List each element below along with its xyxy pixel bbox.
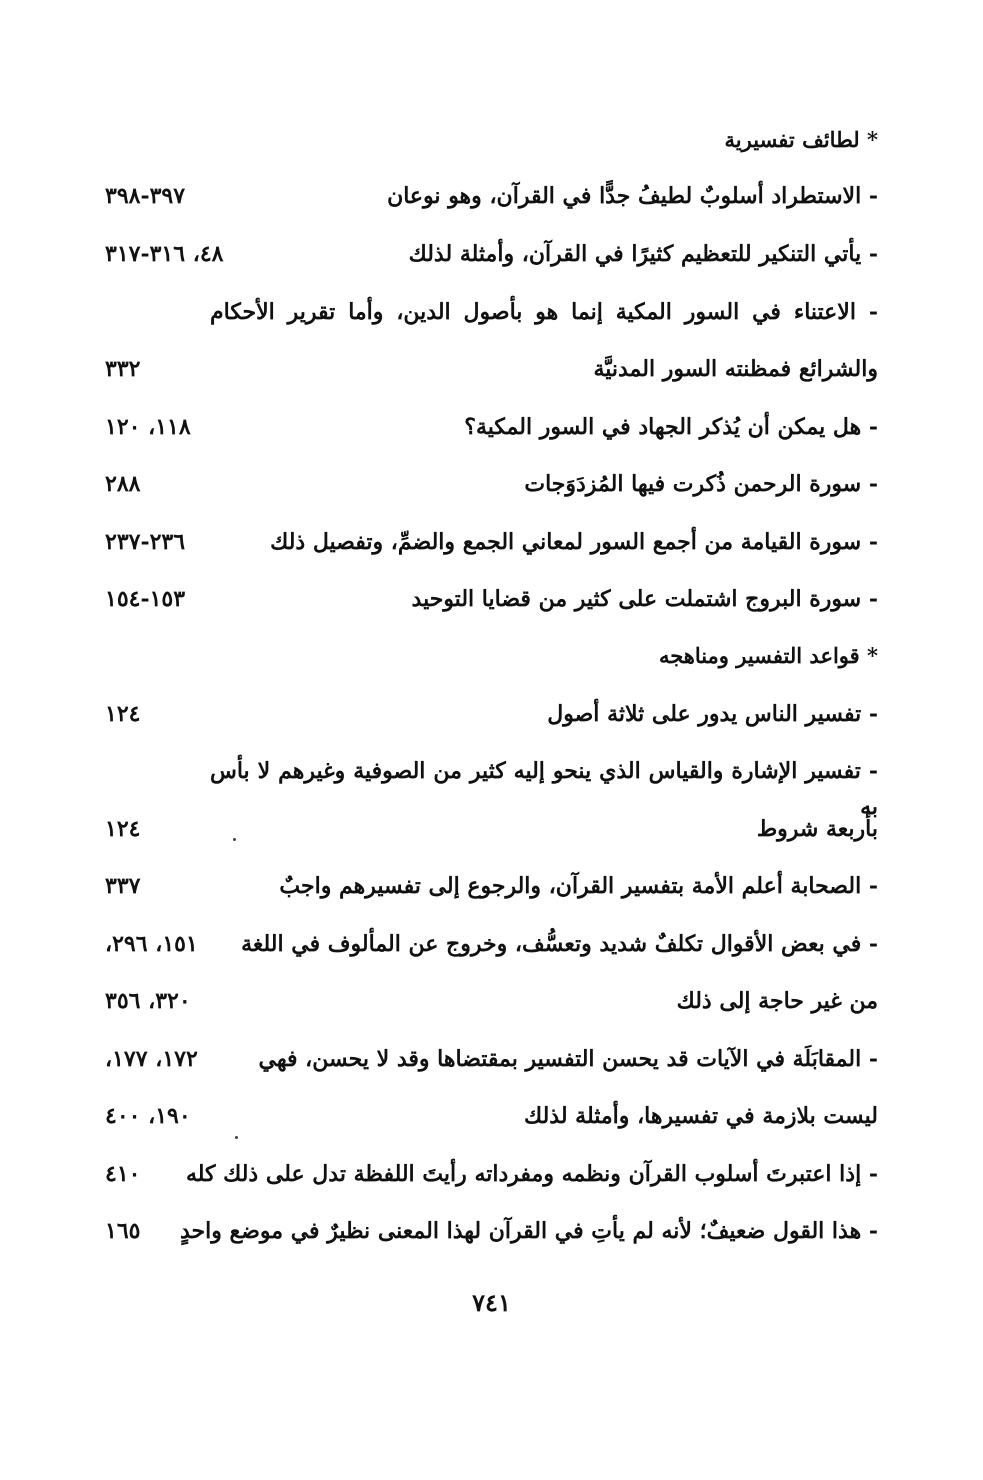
page-refs: ١٧٢، ١٧٧، bbox=[105, 1046, 198, 1072]
index-entry bbox=[0, 405, 983, 453]
entry-text: - هل يمكن أن يُذكر الجهاد في السور المكية؟ bbox=[464, 414, 878, 440]
index-entry bbox=[0, 290, 983, 338]
page-refs: ٢٣٦-٢٣٧ bbox=[105, 529, 186, 555]
index-entry bbox=[0, 577, 983, 625]
index-entry bbox=[0, 1037, 983, 1085]
entry-text: من غير حاجة إلى ذلك bbox=[676, 988, 878, 1014]
entry-text: ليست بلازمة في تفسيرها، وأمثلة لذلك bbox=[524, 1103, 878, 1129]
section-title: * قواعد التفسير ومناهجه bbox=[658, 643, 878, 668]
page-refs: ٢٨٨ bbox=[105, 471, 141, 497]
entry-text: بأربعة شروط bbox=[756, 816, 878, 842]
page-refs: ١٩٠، ٤٠٠ bbox=[105, 1103, 191, 1129]
entry-text: - الاعتناء في السور المكية إنما هو بأصول الدين، وأما تقرير الأحكام bbox=[210, 299, 878, 325]
index-entry bbox=[0, 174, 983, 222]
entry-text: - يأتي التنكير للتعظيم كثيرًا في القرآن، وأمثلة لذلك bbox=[408, 241, 878, 267]
index-entry bbox=[0, 520, 983, 568]
entry-text: - سورة الرحمن ذُكرت فيها المُزدَوَجات bbox=[524, 471, 878, 497]
index-entry bbox=[0, 462, 983, 510]
index-entry-continuation bbox=[0, 347, 983, 395]
page-refs: ٤١٠ bbox=[105, 1161, 141, 1187]
index-entry bbox=[0, 1152, 983, 1200]
index-entry-continuation bbox=[0, 807, 983, 855]
entry-text: والشرائع فمظنته السور المدنيَّة bbox=[593, 356, 878, 382]
page-refs: ٤٨، ٣١٦-٣١٧ bbox=[105, 241, 224, 267]
entry-text: - المقابَلَة في الآيات قد يحسن التفسير بمقتضاها وقد لا يحسن، فهي bbox=[258, 1046, 878, 1072]
entry-text: - الصحابة أعلم الأمة بتفسير القرآن، والرجوع إلى تفسيرهم واجبٌ bbox=[279, 873, 878, 899]
entry-text: - هذا القول ضعيفٌ؛ لأنه لم يأتِ في القرآن لهذا المعنى نظيرٌ في موضع واحدٍ bbox=[179, 1218, 878, 1244]
entry-text: - الاستطراد أسلوبٌ لطيفُ جدًّا في القرآن، وهو نوعان bbox=[387, 183, 878, 209]
index-entry bbox=[0, 749, 983, 820]
page-refs: ١٢٤ bbox=[105, 816, 141, 842]
index-entry-continuation bbox=[0, 979, 983, 1027]
page-refs: ٣٣٢ bbox=[105, 356, 141, 382]
page-refs: ١٦٥ bbox=[105, 1218, 141, 1244]
entry-text: - تفسير الإشارة والقياس الذي ينحو إليه كثير من الصوفية وغيرهم لا بأس به bbox=[210, 758, 878, 820]
entry-text: - سورة القيامة من أجمع السور لمعاني الجمع والضمِّ، وتفصيل ذلك bbox=[270, 529, 878, 555]
section-heading bbox=[0, 118, 983, 166]
entry-text: - إذا اعتبرتَ أسلوب القرآن ونظمه ومفرداته رأيتَ اللفظة تدل على ذلك كله bbox=[185, 1161, 878, 1187]
index-entry-continuation bbox=[0, 1094, 983, 1142]
section-heading bbox=[0, 634, 983, 682]
scan-speck bbox=[235, 1136, 238, 1139]
page-refs: ١١٨، ١٢٠ bbox=[105, 414, 191, 440]
scan-speck bbox=[233, 838, 236, 841]
page-refs: ٣٣٧ bbox=[105, 873, 141, 899]
index-entry bbox=[0, 692, 983, 740]
index-entry bbox=[0, 1209, 983, 1257]
page-refs: ١٥١، ٢٩٦، bbox=[105, 931, 198, 957]
section-title: * لطائف تفسيرية bbox=[724, 127, 878, 152]
page-refs: ٣٩٧-٣٩٨ bbox=[105, 183, 186, 209]
page-number: ٧٤١ bbox=[472, 1288, 511, 1317]
entry-text: - في بعض الأقوال تكلفٌ شديد وتعسُّف، وخروج عن المألوف في اللغة bbox=[241, 931, 878, 957]
page-refs: ١٥٣-١٥٤ bbox=[105, 586, 186, 612]
index-entry bbox=[0, 864, 983, 912]
index-entry bbox=[0, 232, 983, 280]
page-refs: ٣٢٠، ٣٥٦ bbox=[105, 988, 191, 1014]
entry-text: - تفسير الناس يدور على ثلاثة أصول bbox=[547, 701, 878, 727]
entry-text: - سورة البروج اشتملت على كثير من قضايا التوحيد bbox=[411, 586, 878, 612]
page-refs: ١٢٤ bbox=[105, 701, 141, 727]
index-entry bbox=[0, 922, 983, 970]
